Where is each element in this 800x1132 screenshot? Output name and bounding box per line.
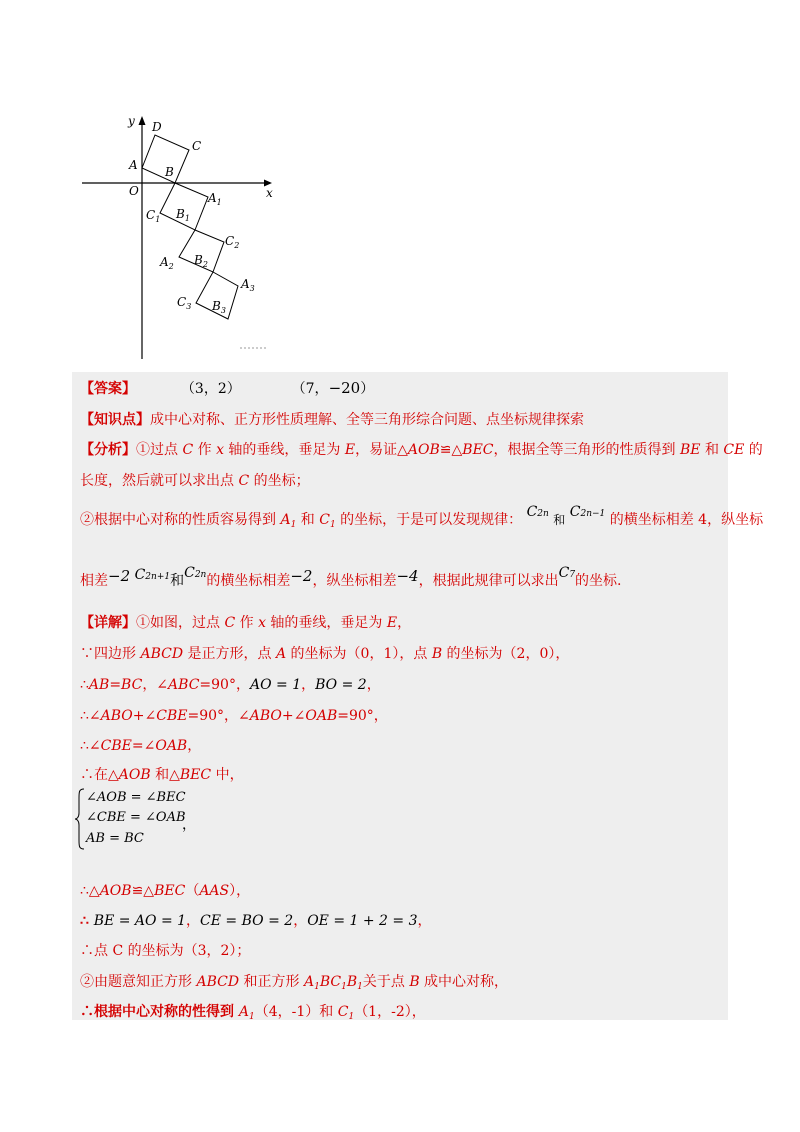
knowledge-label: 【知识点】 (80, 412, 150, 428)
coordinate-figure (80, 105, 280, 365)
detail-line-9: ∴点 C 的坐标为（3，2）； (80, 943, 251, 959)
system-end-comma: ， (182, 817, 196, 833)
analysis-label: 【分析】 (80, 442, 136, 458)
y-axis-arrow (139, 116, 146, 125)
answer-line (80, 378, 374, 399)
analysis-line-1: 【分析】①过点 C 作 x 轴的垂线，垂足为 E，易证△AOB≌△BEC，根据全等三角形的性质得到 BE 和 CE 的 (80, 442, 763, 458)
analysis-line-3: ②根据中心对称的性质容易得到 $A_1$ 和 $C_1$ 的坐标，于是可以发现规律： C2n 和 C2n−1 的横坐标相差 4，纵坐标 (80, 504, 764, 530)
detail-line-1: 【详解】①如图，过点 C 作 x 轴的垂线，垂足为 E， (80, 615, 412, 631)
knowledge-text: 成中心对称、正方形性质理解、全等三角形综合问题、点坐标规律探索 (150, 412, 584, 428)
answer-value-1: （3，2） (180, 381, 241, 397)
system-eq-2: ∠CBE = ∠OAB (86, 810, 186, 825)
label-C: C (192, 139, 202, 153)
answer-value-2: （7，−20） (291, 379, 375, 397)
label-A1: $A_1$ (208, 191, 222, 207)
analysis-line-4: 相差−2 C2n+1和C2n的横坐标相差−2，纵坐标相差−4，根据此规律可以求出C7的坐标. (80, 565, 622, 589)
detail-line-4: ∴∠ABO+∠CBE=90°，∠ABO+∠OAB=90°， (80, 708, 388, 724)
system-eq-1: ∠AOB = ∠BEC (86, 790, 186, 805)
answer-label: 【答案】 (80, 381, 136, 397)
label-B2: $B_2$ (194, 253, 208, 269)
detail-line-3: ∴AB=BC，∠ABC=90°，AO = 1，BO = 2， (80, 677, 381, 693)
label-D: D (152, 120, 162, 134)
label-C3: $C_3$ (177, 295, 192, 311)
detail-line-11: ∴根据中心对称的性得到 $A_1(4$，-1）和 $C_1(1$，-2）， (80, 1004, 426, 1022)
label-A3: $A_3$ (241, 277, 255, 293)
system-eq-3: AB = BC (86, 831, 144, 846)
detail-label: 【详解】 (80, 615, 136, 631)
label-A: A (129, 158, 138, 172)
detail-line-10: ②由题意知正方形 ABCD 和正方形 $A_1BC_1B_1$关于点 B 成中心对称， (80, 974, 509, 992)
label-A2: $A_2$ (160, 255, 174, 271)
system-brace (74, 788, 86, 850)
knowledge-line (80, 410, 584, 430)
label-C2: $C_2$ (225, 234, 240, 250)
detail-line-6: ∴在△AOB 和△BEC 中， (80, 767, 244, 783)
detail-line-7: ∴△AOB≌△BEC（AAS）， (80, 883, 251, 899)
label-C1: $C_1$ (146, 208, 161, 224)
label-x: x (266, 186, 273, 200)
detail-line-2: ∵四边形 ABCD 是正方形，点 A 的坐标为（0，1），点 B 的坐标为（2，0）， (80, 646, 570, 662)
label-B3: $B_3$ (212, 299, 226, 315)
label-B1: $B_1$ (176, 207, 190, 223)
detail-line-5: ∴∠CBE=∠OAB， (80, 738, 202, 754)
label-B: B (165, 165, 174, 179)
analysis-line-2: 长度，然后就可以求出点 C 的坐标； (80, 473, 310, 489)
detail-line-8: ∴ BE = AO = 1，CE = BO = 2，OE = 1 + 2 = 3， (80, 913, 432, 929)
label-O: O (129, 184, 139, 198)
label-y: y (128, 114, 135, 128)
